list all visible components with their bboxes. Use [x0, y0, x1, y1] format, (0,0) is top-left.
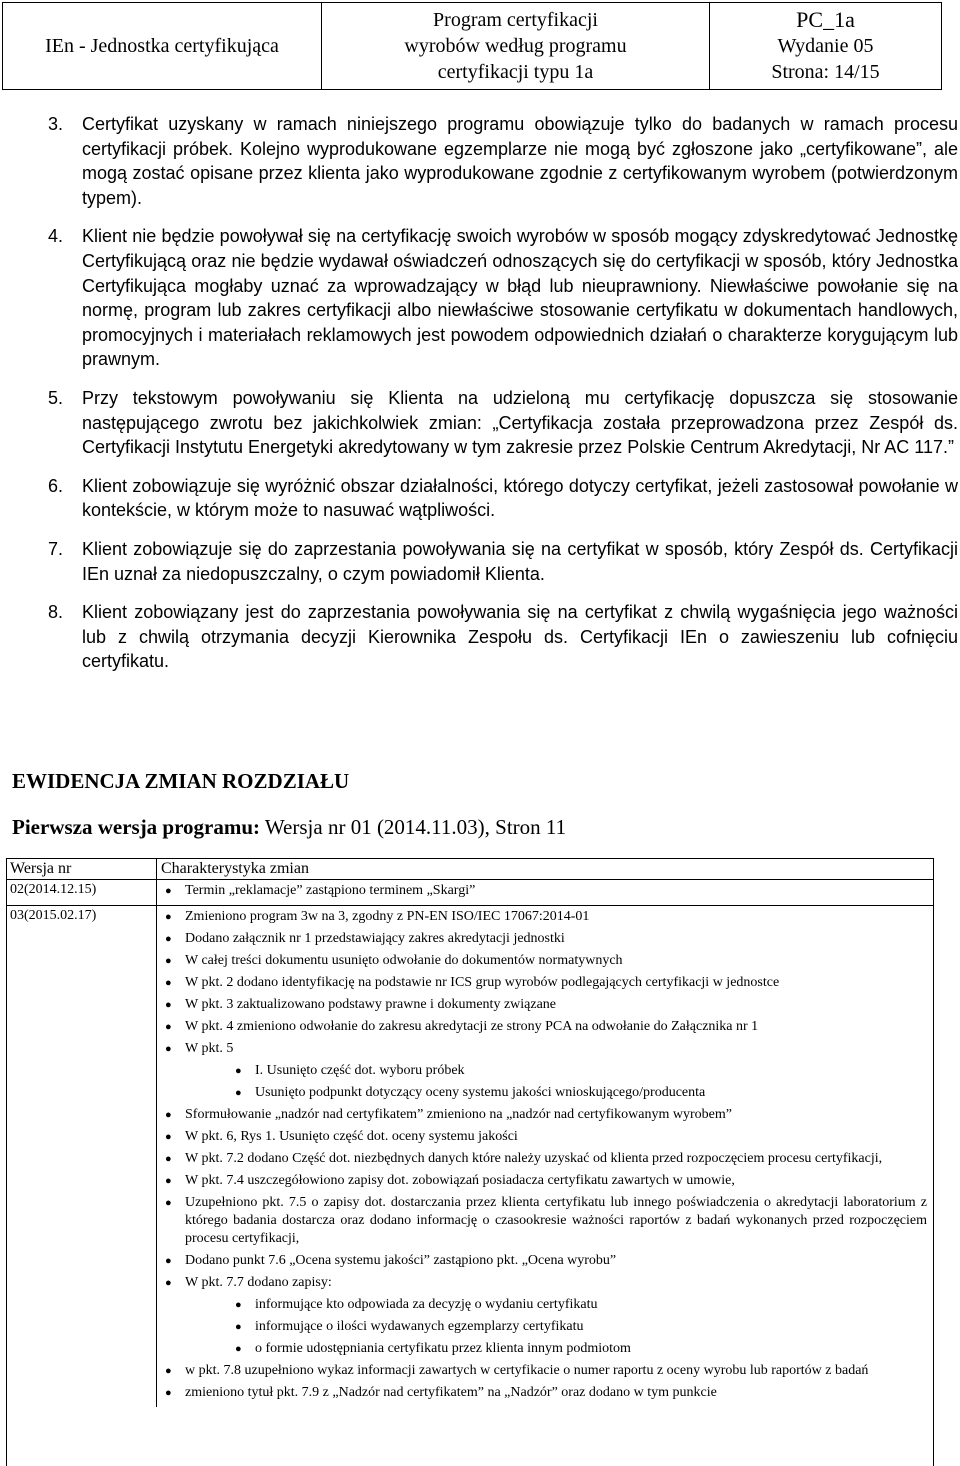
change-item: ● Termin „reklamacje” zastąpiono terminem „Skargi”	[161, 882, 927, 900]
provision-number: 3.	[48, 114, 64, 134]
change-item: ● W pkt. 6, Rys 1. Usunięto część dot. oceny systemu jakości	[161, 1128, 927, 1146]
change-item: ● W pkt. 3 zaktualizowano podstawy prawne i dokumenty związane	[161, 996, 927, 1014]
change-item: ● Dodano załącznik nr 1 przedstawiający zakres akredytacji jednostki	[161, 930, 927, 948]
change-subitem: ● Usunięto podpunkt dotyczący oceny systemu jakości wnioskującego/producenta	[231, 1084, 927, 1102]
numbered-provisions	[48, 112, 960, 688]
changes-table-row	[7, 880, 933, 906]
first-version-label: Pierwsza wersja programu:	[12, 815, 261, 839]
header-program-line1: Program certyfikacji	[433, 9, 598, 31]
change-item: ● W pkt. 7.2 dodano Część dot. niezbędnych danych które należy uzyskać od klienta przed rozpoczęciem procesu certyfikacji,	[161, 1150, 927, 1168]
first-version-value: Wersja nr 01 (2014.11.03), Stron 11	[260, 815, 567, 839]
column-header-version: Wersja nr	[7, 859, 157, 879]
change-item: ● Dodano punkt 7.6 „Ocena systemu jakości” zastąpiono pkt. „Ocena wyrobu”	[161, 1252, 927, 1270]
provision-number: 7.	[48, 538, 64, 559]
provision-item	[48, 537, 960, 586]
change-item: ● W pkt. 7.7 dodano zapisy:	[161, 1274, 927, 1292]
provision-item	[48, 600, 960, 674]
change-item: ● W pkt. 4 zmieniono odwołanie do zakresu akredytacji ze strony PCA na odwołanie do Załącznika nr 1	[161, 1018, 927, 1036]
change-item: ● Zmieniono program 3w na 3, zgodny z PN-EN ISO/IEC 17067:2014-01	[161, 908, 927, 926]
change-item: ● W pkt. 2 dodano identyfikację na podstawie nr ICS grup wyrobów podlegających certyfikacji w jednostce	[161, 974, 927, 992]
provision-text: Klient zobowiązuje się do zaprzestania powoływania się na certyfikat w sposób, który Zespół ds. Certyfikacji IEn uznał za niedopuszczalny, o czym powiadomił Klienta.	[82, 538, 958, 584]
change-subitem: ● o formie udostępniania certyfikatu przez klienta innym podmiotom	[231, 1340, 927, 1358]
provision-text: Klient zobowiązany jest do zaprzestania powoływania się na certyfikat z chwilą wygaśnięcia jego ważności lub z chwilą otrzymania decyzji Kierownika Zespołu ds. Certyfikacji IEn o zawieszeniu lub cofnięciu certyfikatu.	[82, 602, 958, 672]
change-subitem: ● informujące o ilości wydawanych egzemplarzy certyfikatu	[231, 1318, 927, 1336]
change-subitem: ● I. Usunięto część dot. wyboru próbek	[231, 1062, 927, 1080]
change-item: ● zmieniono tytuł pkt. 7.9 z „Nadzór nad certyfikatem” na „Nadzór” oraz dodano w tym punkcie	[161, 1384, 927, 1402]
provision-text: Przy tekstowym powoływaniu się Klienta na udzieloną mu certyfikację dopuszcza się stosowanie następującego zwrotu bez jakichkolwiek zmian: „Certyfikacja została przeprowadzona przez Zespół ds. Certyfikacji Instytutu Energetyki akredytowany w tym zakresie przez Polskie Centrum Akredytacji, Nr AC 117.”	[82, 387, 958, 458]
change-item: ● W pkt. 7.4 uszczegółowiono zapisy dot. zobowiązań posiadacza certyfikatu zawartych w umowie,	[161, 1172, 927, 1190]
version-cell: 03(2015.02.17)	[7, 906, 157, 1407]
header-meta-cell	[710, 3, 941, 89]
changes-list	[161, 882, 927, 900]
provision-number: 5.	[48, 387, 64, 408]
header-program-line2: wyrobów według programu	[404, 35, 627, 57]
changes-table-header	[7, 859, 933, 880]
provision-item	[48, 386, 960, 460]
changes-cell	[157, 906, 933, 1407]
provision-item	[48, 112, 960, 210]
changes-table	[6, 858, 934, 1466]
changes-table-row	[7, 906, 933, 1407]
provision-text: Certyfikat uzyskany w ramach niniejszego programu obowiązuje tylko do badanych w ramach procesu certyfikacji próbek. Kolejno wyprodukowane egzemplarze nie mogą być zgłoszone jako „certyfikowane”, ale mogą zostać opisane przez klienta jako wyprodukowane zgodnie z certyfikowanym wyrobem (potwierdzonym typem).	[82, 114, 958, 208]
change-item: ● w pkt. 7.8 uzupełniono wykaz informacji zawartych w certyfikacie o numer raportu z oceny wyrobu lub raportów z badań	[161, 1362, 927, 1380]
header-organization-cell	[3, 3, 322, 89]
change-item: ● Sformułowanie „nadzór nad certyfikatem” zmieniono na „nadzór nad certyfikowanym wyrobem”	[161, 1106, 927, 1124]
header-program-cell	[322, 3, 710, 89]
header-edition: Wydanie 05	[777, 35, 874, 57]
provision-text: Klient nie będzie powoływał się na certyfikację swoich wyrobów w sposób mogący zdyskredytować Jednostkę Certyfikującą oraz nie będzie wydawał oświadczeń odnoszących się do certyfikacji w sposób, który Jednostka Certyfikująca mogłaby uznać za wprowadzający w błąd lub nieuprawniony. Niewłaściwe powołanie się na normę, program lub zakres certyfikacji albo niewłaściwe stosowanie certyfikatu w dokumentach handlowych, promocyjnych i materiałach reklamowych jest powodem odpowiednich działań o charakterze korygującym lub prawnym.	[82, 226, 958, 370]
section-title: EWIDENCJA ZMIAN ROZDZIAŁU	[12, 769, 350, 793]
header-page-number: Strona: 14/15	[771, 61, 880, 83]
provision-number: 4.	[48, 226, 64, 247]
change-subitem: ● informujące kto odpowiada za decyzję o wydaniu certyfikatu	[231, 1296, 927, 1314]
provision-item	[48, 224, 960, 372]
provision-number: 6.	[48, 475, 64, 496]
header-document-code: PC_1a	[796, 7, 855, 32]
column-header-changes: Charakterystyka zmian	[161, 860, 309, 877]
changes-list	[161, 908, 927, 1402]
document-header	[2, 2, 942, 90]
change-item: ● W pkt. 5	[161, 1040, 927, 1058]
version-cell: 02(2014.12.15)	[7, 880, 157, 905]
header-organization: IEn - Jednostka certyfikująca	[45, 34, 279, 57]
change-item: ● Uzupełniono pkt. 7.5 o zapisy dot. dostarczania przez klienta certyfikatu lub innego poświadczenia o akredytacji laboratorium z którego badania dostarcza oraz dodano informację o czasookresie ważności raportów z badań wykonanych przed rozpoczęciem procesu certyfikacji,	[161, 1194, 927, 1248]
change-item: ● W całej treści dokumentu usunięto odwołanie do dokumentów normatywnych	[161, 952, 927, 970]
provision-text: Klient zobowiązuje się wyróżnić obszar działalności, którego dotyczy certyfikat, jeżeli zastosował powołanie w kontekście, w którym może to nasuwać wątpliwości.	[82, 475, 958, 521]
changes-cell	[157, 880, 933, 905]
header-program-line3: certyfikacji typu 1a	[437, 61, 594, 83]
first-version-line	[12, 815, 566, 840]
provision-number: 8.	[48, 602, 64, 623]
provision-item	[48, 474, 960, 523]
